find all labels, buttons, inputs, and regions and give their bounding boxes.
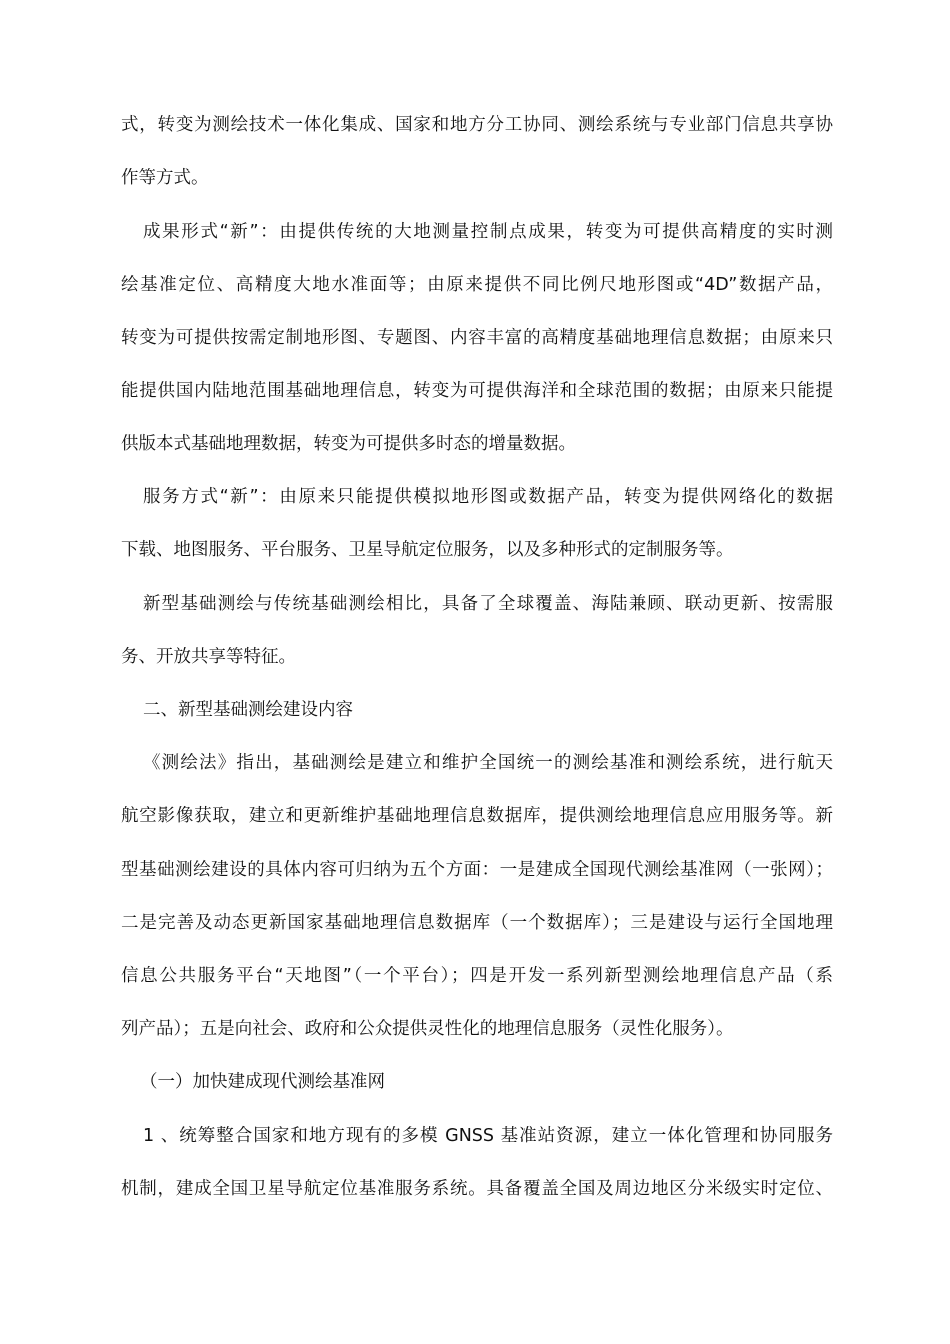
- paragraph-line: 务、开放共享等特征。: [121, 647, 296, 667]
- paragraph-line: 列产品）；五是向社会、政府和公众提供灵性化的地理信息服务（灵性化服务）。: [121, 1019, 734, 1039]
- paragraph-line: 1 、统筹整合国家和地方现有的多模 GNSS 基准站资源，建立一体化管理和协同服务: [143, 1126, 833, 1146]
- paragraph-line: 《测绘法》指出，基础测绘是建立和维护全国统一的测绘基准和测绘系统，进行航天: [143, 753, 833, 773]
- paragraph-line: 服务方式“新”：由原来只能提供模拟地形图或数据产品，转变为提供网络化的数据: [143, 487, 833, 507]
- paragraph-line: 式，转变为测绘技术一体化集成、国家和地方分工协同、测绘系统与专业部门信息共享协: [121, 115, 833, 135]
- paragraph-line: 绘基准定位、高精度大地水准面等；由原来提供不同比例尺地形图或“4D”数据产品，: [121, 275, 833, 295]
- paragraph-line: 信息公共服务平台“天地图”（一个平台）；四是开发一系列新型测绘地理信息产品（系: [121, 966, 833, 986]
- subsection-heading: （一）加快建成现代测绘基准网: [140, 1072, 385, 1092]
- paragraph-line: 能提供国内陆地范围基础地理信息，转变为可提供海洋和全球范围的数据；由原来只能提: [121, 381, 833, 401]
- paragraph-line: 下载、地图服务、平台服务、卫星导航定位服务，以及多种形式的定制服务等。: [121, 540, 734, 560]
- paragraph-line: 机制，建成全国卫星导航定位基准服务系统。具备覆盖全国及周边地区分米级实时定位、: [121, 1179, 833, 1199]
- paragraph-line: 航空影像获取，建立和更新维护基础地理信息数据库，提供测绘地理信息应用服务等。新: [121, 806, 833, 826]
- paragraph-line: 新型基础测绘与传统基础测绘相比，具备了全球覆盖、海陆兼顾、联动更新、按需服: [143, 594, 833, 614]
- section-heading: 二、新型基础测绘建设内容: [143, 700, 353, 720]
- paragraph-line: 型基础测绘建设的具体内容可归纳为五个方面：一是建成全国现代测绘基准网（一张网）；: [121, 860, 833, 880]
- paragraph-line: 二是完善及动态更新国家基础地理信息数据库（一个数据库）；三是建设与运行全国地理: [121, 913, 833, 933]
- paragraph-line: 作等方式。: [121, 168, 209, 188]
- paragraph-line: 成果形式“新”：由提供传统的大地测量控制点成果，转变为可提供高精度的实时测: [143, 222, 833, 242]
- paragraph-line: 转变为可提供按需定制地形图、专题图、内容丰富的高精度基础地理信息数据；由原来只: [121, 328, 833, 348]
- paragraph-line: 供版本式基础地理数据，转变为可提供多时态的增量数据。: [121, 434, 576, 454]
